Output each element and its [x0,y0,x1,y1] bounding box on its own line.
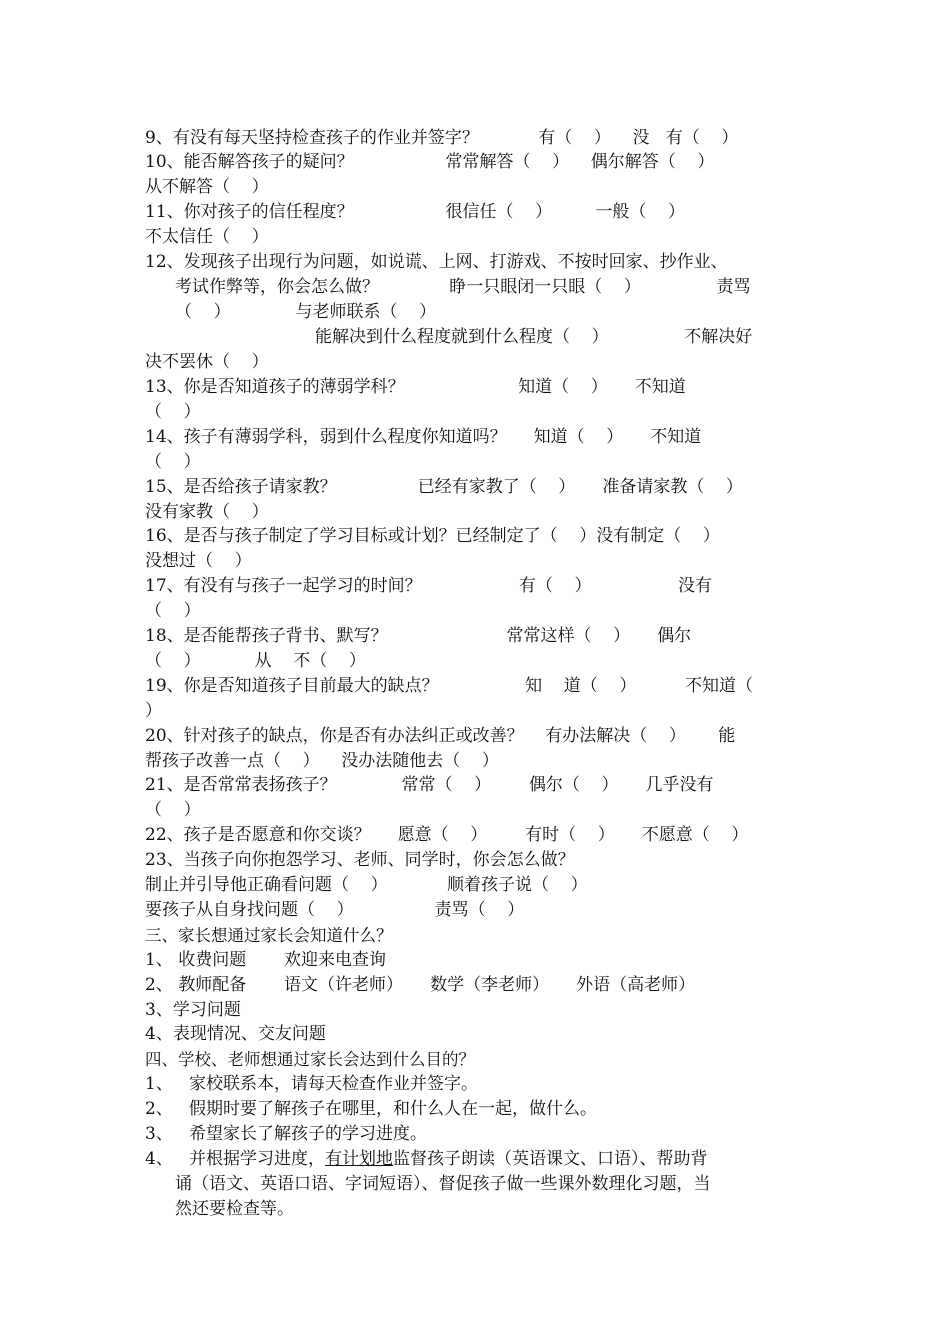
section-4-item-4-rest: 监督孩子朗读（英语课文、口语）、帮助背 [393,1149,708,1169]
section-3-item-4: 4、表现情况、交友问题 [145,1024,326,1044]
question-12: 12、发现孩子出现行为问题，如说谎、上网、打游戏、不按时回家、抄作业、 [145,252,728,272]
question-22: 22、孩子是否愿意和你交谈？ 愿意（ ） 有时（ ） 不愿意（ ） [145,825,749,845]
question-23-option-1: 制止并引导他正确看问题（ ） 顺着孩子说（ ） [145,875,588,895]
question-17: 17、有没有与孩子一起学习的时间？ 有（ ） 没有 [145,576,712,596]
underlined-phrase: 有计划地 [325,1149,394,1169]
section-4-item-1: 1、 家校联系本，请每天检查作业并签字。 [145,1074,479,1094]
question-17-cont: （ ） [145,601,201,621]
question-10: 10、能否解答孩子的疑问？ 常常解答（ ） 偶尔解答（ ） [145,152,715,172]
question-12-cont-3: 能解决到什么程度就到什么程度（ ） 不解决好 [315,327,753,347]
question-19-cont: ） [145,701,162,721]
question-9: 9、有没有每天坚持检查孩子的作业并签字？ 有（ ） 没 有（ ） [145,128,739,148]
section-3-item-1: 1、 收费问题 欢迎来电查询 [145,950,387,970]
section-3-item-3: 3、学习问题 [145,1000,241,1020]
question-20-cont: 帮孩子改善一点（ ） 没办法随他去（ ） [145,751,499,771]
question-15-cont: 没有家教（ ） [145,502,269,522]
question-20: 20、针对孩子的缺点，你是否有办法纠正或改善？ 有办法解决（ ） 能 [145,726,736,746]
section-4-item-4 [145,1147,708,1172]
section-4-item-3: 3、 希望家长了解孩子的学习进度。 [145,1124,428,1144]
section-3-heading: 三、家长想通过家长会知道什么？ [145,926,393,945]
question-14: 14、孩子有薄弱学科，弱到什么程度你知道吗？ 知道（ ） 不知道 [145,427,702,447]
question-13-cont: （ ） [145,402,201,422]
section-4-item-4-prefix: 4、 并根据学习进度， [145,1149,326,1169]
question-16-cont: 没想过（ ） [145,551,252,571]
section-3-item-2: 2、 教师配备 语文（许老师） 数学（李老师） 外语（高老师） [145,975,696,995]
question-23-option-2: 要孩子从自身找问题（ ） 责骂（ ） [145,900,525,920]
question-11-cont: 不太信任（ ） [145,227,269,247]
question-21-cont: （ ） [145,800,201,820]
section-4-item-4-cont-1: 诵（语文、英语口语、字词短语）、督促孩子做一些课外数理化习题，当 [175,1174,711,1194]
section-4-heading: 四、学校、老师想通过家长会达到什么目的？ [145,1050,475,1069]
question-15: 15、是否给孩子请家教？ 已经有家教了（ ） 准备请家教（ ） [145,477,743,497]
question-13: 13、你是否知道孩子的薄弱学科？ 知道（ ） 不知道 [145,377,686,397]
question-12-cont-4: 决不罢休（ ） [145,352,269,372]
question-18-cont: （ ） 从 不（ ） [145,651,366,671]
question-21: 21、是否常常表扬孩子？ 常常（ ） 偶尔（ ） 几乎没有 [145,775,714,795]
question-23: 23、当孩子向你抱怨学习、老师、同学时，你会怎么做？ [145,850,575,870]
question-11: 11、你对孩子的信任程度？ 很信任（ ） 一般（ ） [145,202,685,222]
question-18: 18、是否能帮孩子背书、默写？ 常常这样（ ） 偶尔 [145,626,692,646]
section-4-item-2: 2、 假期时要了解孩子在哪里，和什么人在一起，做什么。 [145,1099,598,1119]
question-14-cont: （ ） [145,452,201,472]
question-19: 19、你是否知道孩子目前最大的缺点？ 知 道（ ） 不知道（ [145,676,753,696]
section-4-item-4-cont-2: 然还要检查等。 [175,1199,294,1219]
question-16: 16、是否与孩子制定了学习目标或计划？已经制定了（ ）没有制定（ ） [145,526,720,546]
question-12-cont-2: （ ） 与老师联系（ ） [175,302,437,322]
question-10-cont: 从不解答（ ） [145,177,269,197]
question-12-cont-1: 考试作弊等，你会怎么做？ 睁一只眼闭一只眼（ ） 责骂 [175,277,751,297]
